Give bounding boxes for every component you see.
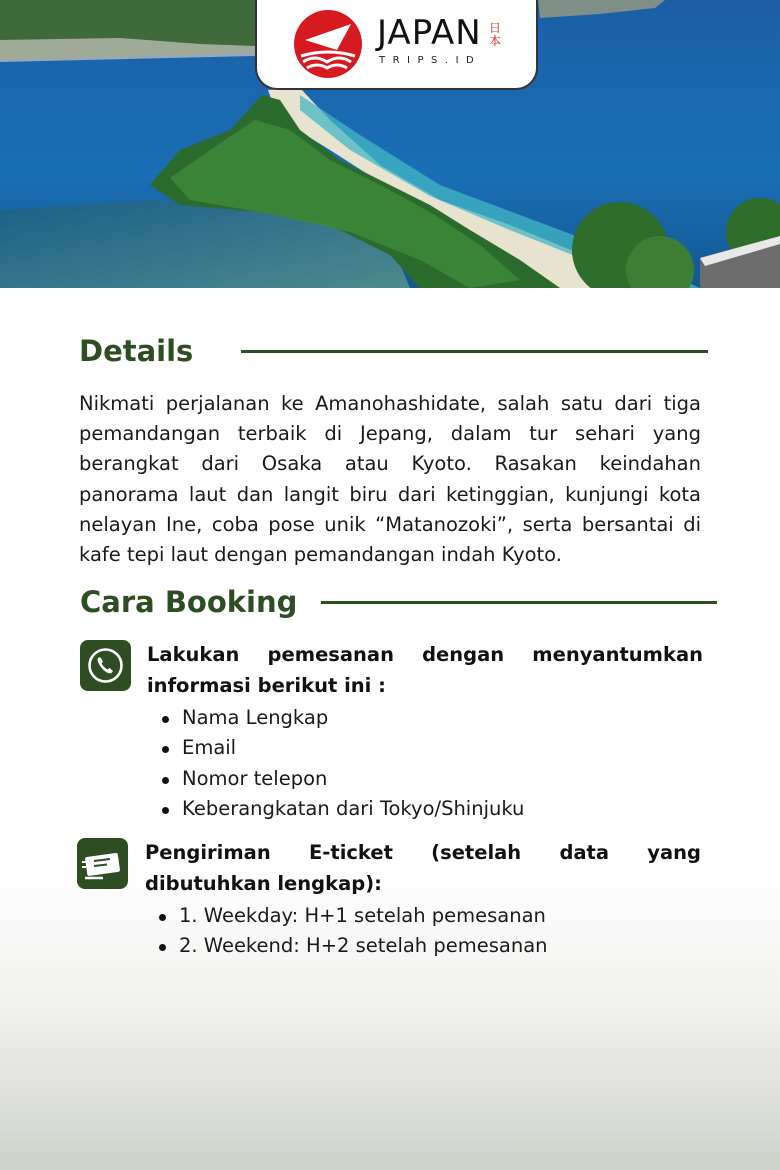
details-divider <box>241 350 708 353</box>
booking-divider <box>321 601 717 604</box>
booking-title: Cara Booking <box>80 585 298 619</box>
booking-step-2-list <box>157 901 548 962</box>
list-item: Keberangkatan dari Tokyo/Shinjuku <box>160 794 524 824</box>
phone-icon <box>80 640 131 691</box>
brand-subtitle: TRIPS.ID <box>379 55 482 66</box>
brand-kanji: 日本 <box>489 21 502 48</box>
brand-logo[interactable] <box>255 0 538 90</box>
list-item: 1. Weekday: H+1 setelah pemesanan <box>157 901 548 931</box>
brand-name: JAPAN <box>377 13 482 53</box>
list-item: 2. Weekend: H+2 setelah pemesanan <box>157 931 548 961</box>
details-heading <box>79 334 708 368</box>
booking-step-1-text: Lakukan pemesanan dengan menyantumkan informasi berikut ini : <box>147 643 703 697</box>
list-item: Nomor telepon <box>160 764 524 794</box>
booking-heading <box>80 585 717 619</box>
ticket-icon <box>77 838 128 889</box>
details-title: Details <box>79 334 194 368</box>
booking-step-2-text: Pengiriman E-ticket (setelah data yang dibutuhkan lengkap): <box>145 841 701 895</box>
booking-step-1-list <box>160 703 524 824</box>
brand-emblem-icon <box>293 10 363 78</box>
list-item: Email <box>160 733 524 763</box>
details-description: Nikmati perjalanan ke Amanohashidate, salah satu dari tiga pemandangan terbaik di Jepang, dalam tur sehari yang berangkat dari Osaka atau Kyoto. Rasakan keindahan panorama laut dan langit biru dari ketinggian, kunjungi kota nelayan Ine, coba pose unik “Matanozoki”, serta bersantai di kafe tepi laut dengan pemandangan indah Kyoto. <box>79 392 701 567</box>
list-item: Nama Lengkap <box>160 703 524 733</box>
